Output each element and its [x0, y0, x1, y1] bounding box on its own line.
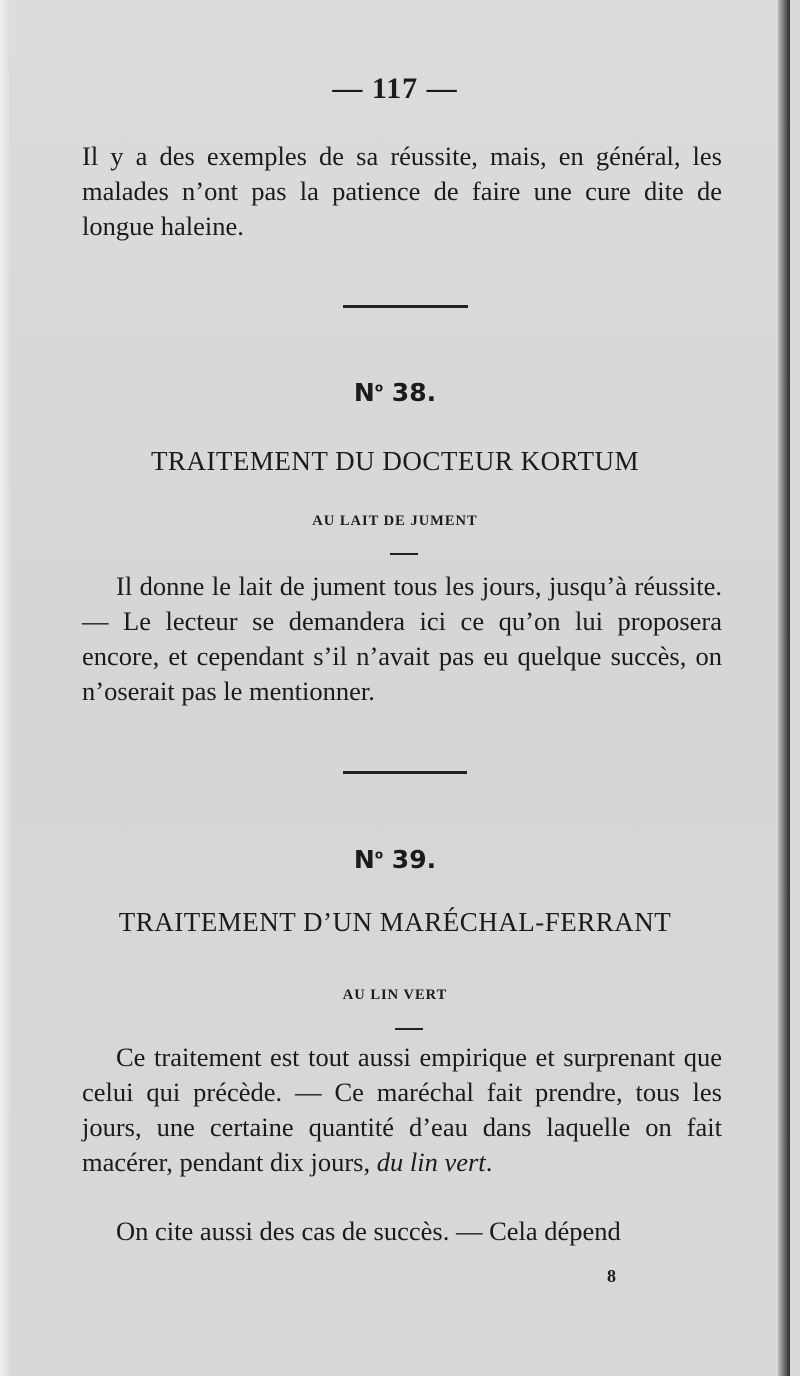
section-title-39: TRAITEMENT D’UN MARÉCHAL-FERRANT: [118, 907, 672, 937]
section-paragraph-38: Il donne le lait de jument tous les jours, jusqu’à réussite. — Le lecteur se demandera ici ce qu’on lui proposera encore, et cependant s’il n’avait pas eu quelque succès, on n’oserait pas le mentionner.: [82, 571, 722, 706]
section-divider-rule: [343, 305, 468, 308]
section-subtitle-38: AU LAIT DE JUMENT: [312, 513, 478, 529]
section-number-superscript: o: [374, 847, 384, 862]
section-number-prefix: N: [353, 378, 375, 407]
page-left-edge: [0, 0, 10, 1376]
section-number-38: [0, 378, 790, 407]
section-number-39: [0, 845, 790, 874]
closing-paragraph-line: On cite aussi des cas de succès. — Cela dépend: [116, 1216, 621, 1246]
section-divider-rule: [343, 771, 467, 774]
short-dash-rule: [390, 553, 418, 555]
page-right-edge: [778, 0, 790, 1376]
signature-mark: 8: [607, 1266, 616, 1286]
section-paragraph-39: [82, 1040, 722, 1180]
section-number-value: 39.: [383, 845, 437, 874]
paragraph-text: Ce traitement est tout aussi empirique et surprenant que celui qui précède. — Ce maréchal fait prendre, tous les jours, une certaine quantité d’eau dans laquelle on fait macérer, pendant dix jours,: [82, 1042, 722, 1177]
continued-paragraph: Il y a des exemples de sa réussite, mais, en général, les malades n’ont pas la patience de faire une cure dite de longue haleine.: [82, 141, 722, 241]
page-number: — 117 —: [332, 72, 458, 105]
section-number-value: 38.: [383, 378, 437, 407]
section-number-superscript: o: [374, 380, 384, 395]
paragraph-end-punctuation: .: [485, 1147, 493, 1177]
section-title-38: TRAITEMENT DU DOCTEUR KORTUM: [150, 446, 640, 476]
section-subtitle-39: AU LIN VERT: [342, 987, 448, 1003]
short-dash-rule: [395, 1028, 423, 1030]
paragraph-italic-text: du lin vert: [376, 1147, 486, 1177]
section-number-prefix: N: [353, 845, 375, 874]
